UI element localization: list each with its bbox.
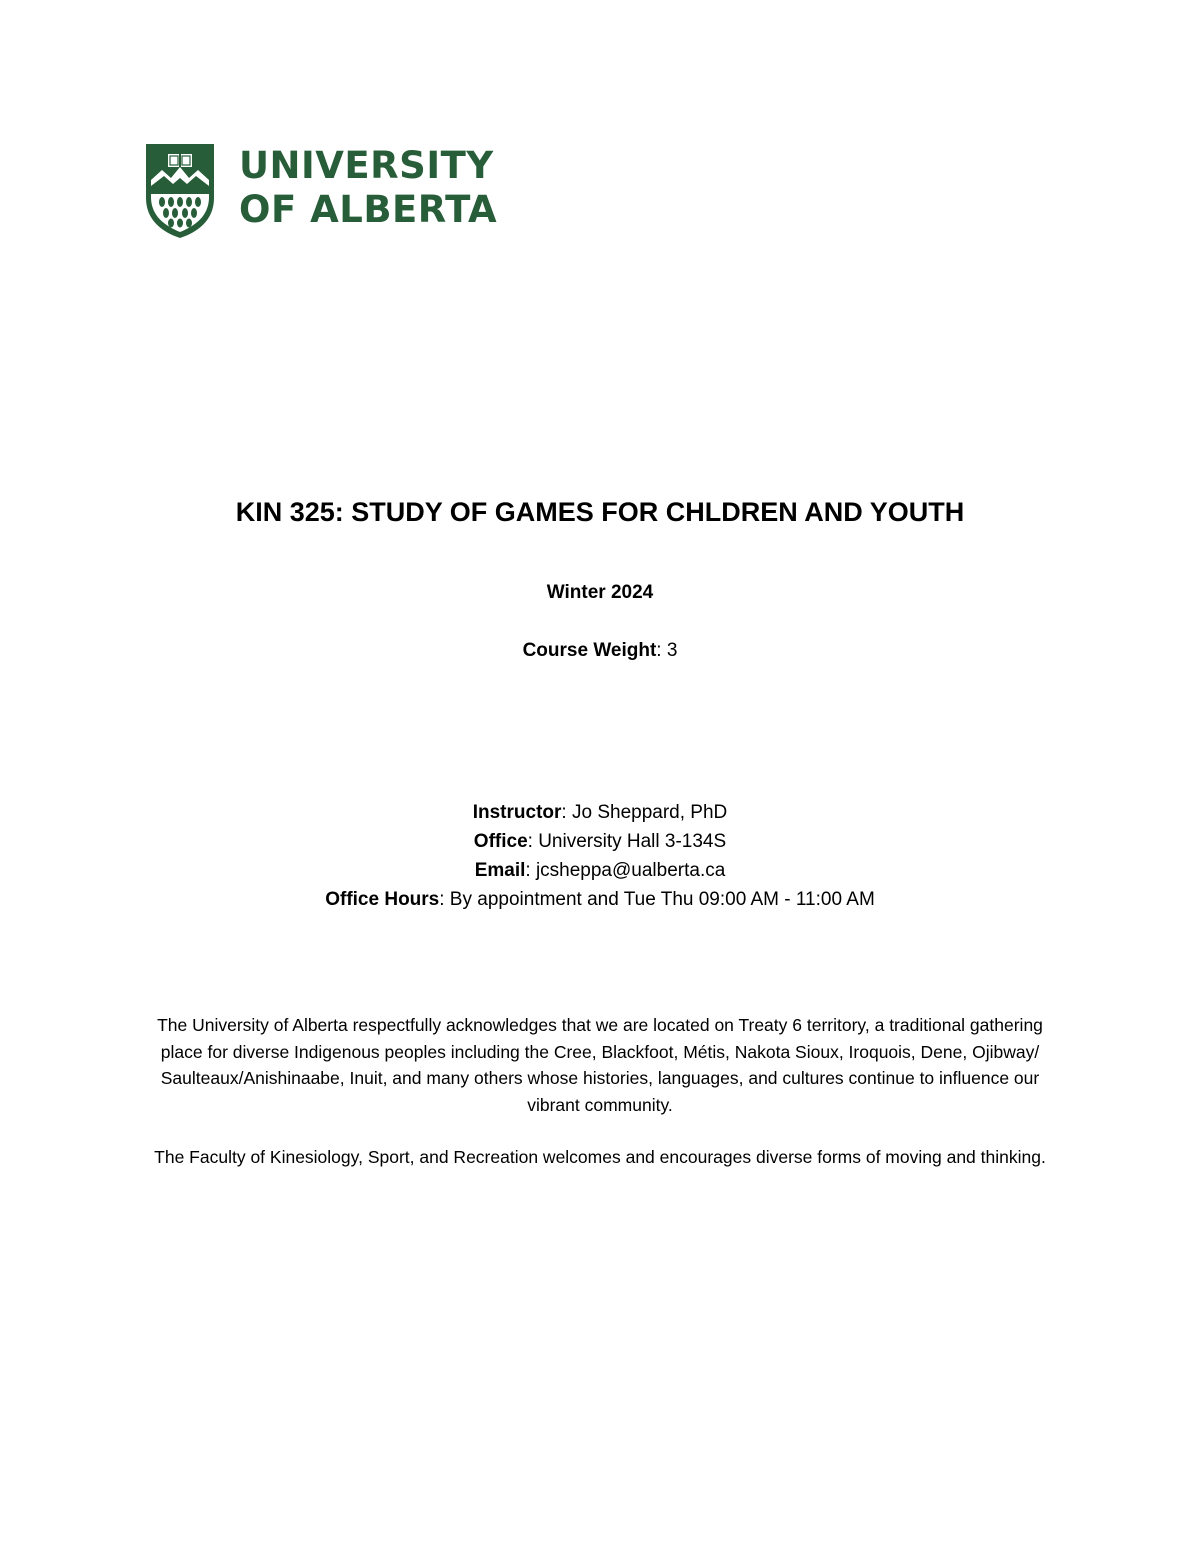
logo-text-of-alberta: OF ALBERTA <box>239 188 498 231</box>
office-label: Office <box>473 831 528 852</box>
office-hours-value: : By appointment and Tue Thu 09:00 AM - 11:00 AM <box>439 889 875 910</box>
shield-crest-icon <box>140 140 220 240</box>
email-line <box>0 856 1200 885</box>
course-weight <box>0 638 1200 664</box>
instructor-value: : Jo Sheppard, PhD <box>561 802 728 823</box>
logo-text-university: UNIVERSITY <box>239 144 494 187</box>
instructor-label: Instructor <box>472 802 562 823</box>
course-term: Winter 2024 <box>546 582 654 603</box>
office-value: : University Hall 3-134S <box>527 831 727 852</box>
office-line <box>0 827 1200 856</box>
land-acknowledgement: The University of Alberta respectfully acknowledges that we are located on Treaty 6 territory, a traditional gathering place for diverse Indigenous peoples including the Cree, Blackfoot, Métis, Nakota Sioux, Iroquois, Dene, Ojibway/ Saulteaux/Anishinaabe, Inuit, and many others whose histories, languages, and cultures continue to influence our vibrant community. <box>157 1015 1043 1115</box>
faculty-statement: The Faculty of Kinesiology, Sport, and Recreation welcomes and encourages diverse forms of moving and thinking. <box>154 1147 1046 1167</box>
office-hours-line <box>0 885 1200 914</box>
course-title: KIN 325: STUDY OF GAMES FOR CHLDREN AND YOUTH <box>235 497 965 527</box>
instructor-line <box>0 798 1200 827</box>
course-weight-value: : 3 <box>656 640 678 661</box>
course-weight-label: Course Weight <box>522 640 657 661</box>
instructor-contact-block <box>0 798 1200 914</box>
office-hours-label: Office Hours <box>325 889 440 910</box>
university-logo <box>140 140 500 240</box>
email-value: : jcsheppa@ualberta.ca <box>525 860 726 881</box>
email-label: Email <box>474 860 526 881</box>
